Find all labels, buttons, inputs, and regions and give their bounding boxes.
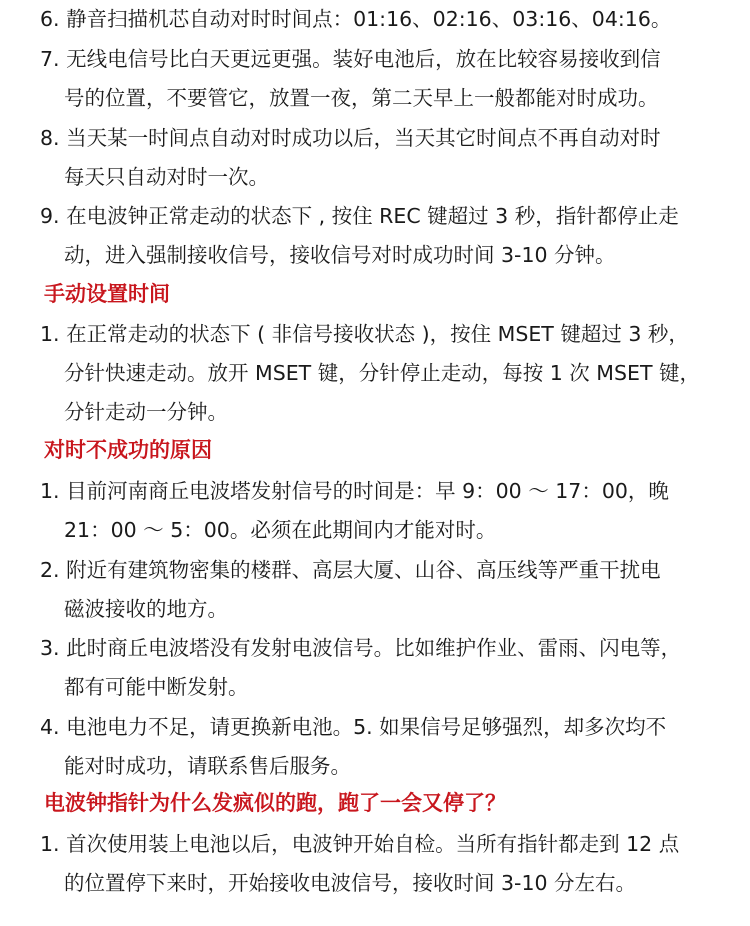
reason-item-2-line-2: 磁波接收的地方。 [64,597,228,621]
list-item-6-line-1: 6. 静音扫描机芯自动对时时间点：01:16、02:16、03:16、04:16。 [40,7,672,31]
reason-item-3-line-1: 3. 此时商丘电波塔没有发射电波信号。比如维护作业、雷雨、闪电等， [40,636,682,660]
reason-item-1-line-1: 1. 目前河南商丘电波塔发射信号的时间是：早 9：00 ～ 17：00，晚 [40,479,669,503]
faq-item-1-line-2: 的位置停下来时，开始接收电波信号，接收时间 3-10 分左右。 [64,871,637,895]
section-heading-hands-running: 电波钟指针为什么发疯似的跑，跑了一会又停了？ [44,791,506,815]
list-item-7-line-2: 号的位置，不要管它，放置一夜，第二天早上一般都能对时成功。 [64,86,659,110]
faq-item-1-line-1: 1. 首次使用装上电池以后，电波钟开始自检。当所有指针都走到 12 点 [40,832,680,856]
reason-item-3-line-2: 都有可能中断发射。 [64,675,249,699]
reason-item-2-line-1: 2. 附近有建筑物密集的楼群、高层大厦、山谷、高压线等严重干扰电 [40,558,661,582]
reason-item-4-line-1: 4. 电池电力不足，请更换新电池。5. 如果信号足够强烈，却多次均不 [40,715,667,739]
manual-item-1-line-2: 分针快速走动。放开 MSET 键，分针停止走动，每按 1 次 MSET 键， [64,361,700,385]
reason-item-1-line-2: 21：00 ～ 5：00。必须在此期间内才能对时。 [64,518,497,542]
manual-item-1-line-1: 1. 在正常走动的状态下 ( 非信号接收状态 )，按住 MSET 键超过 3 秒， [40,322,689,346]
section-heading-failure-reasons: 对时不成功的原因 [44,438,212,462]
manual-item-1-line-3: 分针走动一分钟。 [64,400,228,424]
reason-item-4-line-2: 能对时成功，请联系售后服务。 [64,754,351,778]
list-item-9-line-1: 9. 在电波钟正常走动的状态下 , 按住 REC 键超过 3 秒，指针都停止走 [40,204,679,228]
list-item-9-line-2: 动，进入强制接收信号，接收信号对时成功时间 3-10 分钟。 [64,243,616,267]
list-item-8-line-2: 每天只自动对时一次。 [64,165,269,189]
section-heading-manual-time: 手动设置时间 [44,282,170,306]
list-item-8-line-1: 8. 当天某一时间点自动对时成功以后，当天其它时间点不再自动对时 [40,126,661,150]
list-item-7-line-1: 7. 无线电信号比白天更远更强。装好电池后，放在比较容易接收到信 [40,47,661,71]
